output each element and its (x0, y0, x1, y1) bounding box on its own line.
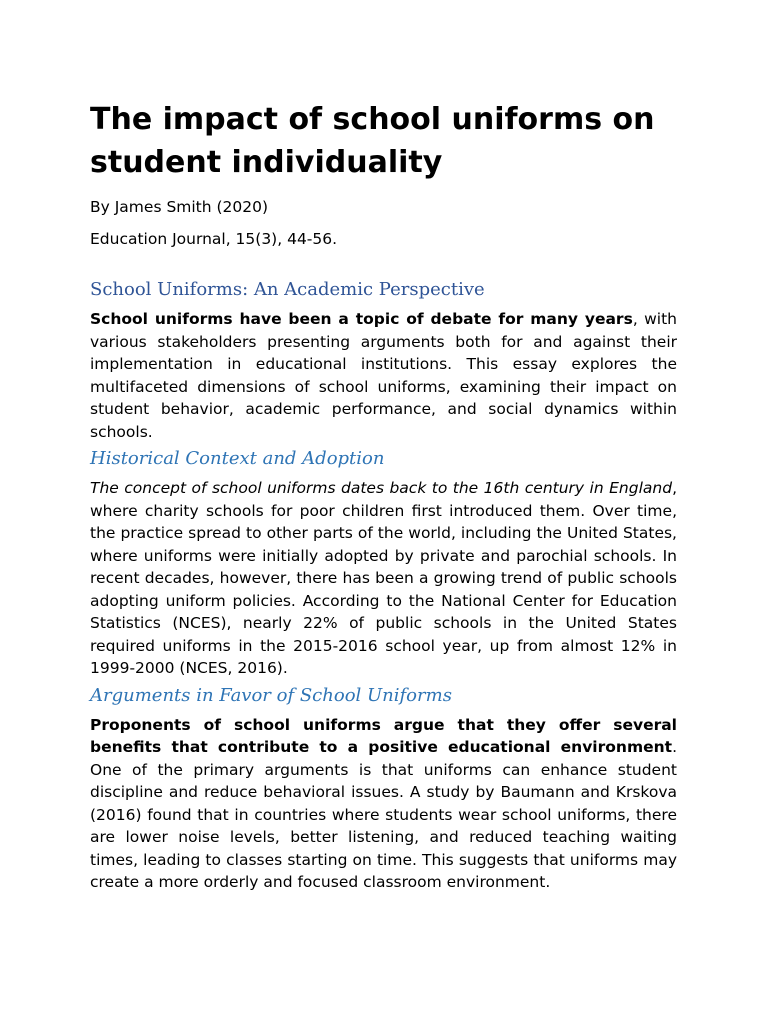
document-page (90, 98, 677, 894)
paragraph-text: , with various stakeholders presenting arguments both for and against their implementation in educational institutions. This essay explores the multifaceted dimensions of school uniforms, examining their impact on student behavior, academic performance, and social dynamics within schools. (90, 310, 677, 441)
section-paragraph-arguments-in-favor (90, 714, 677, 894)
paragraph-text: . One of the primary arguments is that uniforms can enhance student discipline and reduce behavioral issues. A study by Baumann and Krskova (2016) found that in countries where students wear school uniforms, there are lower noise levels, better listening, and reduced teaching waiting times, leading to classes starting on time. This suggests that uniforms may create a more orderly and focused classroom environment. (90, 738, 677, 891)
paragraph-lead-italic: The concept of school uniforms dates back to the 16th century in England (90, 479, 673, 497)
section-paragraph-historical-context (90, 477, 677, 680)
paragraph-lead-bold: School uniforms have been a topic of debate for many years (90, 310, 633, 328)
paragraph-text: , where charity schools for poor children first introduced them. Over time, the practice spread to other parts of the world, including the United States, where uniforms were initially adopted by private and parochial schools. In recent decades, however, there has been a growing trend of public schools adopting uniform policies. According to the National Center for Education Statistics (NCES), nearly 22% of public schools in the United States required uniforms in the 2015-2016 school year, up from almost 12% in 1999-2000 (NCES, 2016). (90, 479, 677, 677)
section-paragraph-academic-perspective (90, 308, 677, 443)
citation-line: Education Journal, 15(3), 44-56. (90, 230, 338, 248)
author-line: By James Smith (2020) (90, 198, 269, 216)
section-heading-arguments-in-favor: Arguments in Favor of School Uniforms (90, 684, 452, 706)
section-heading-historical-context: Historical Context and Adoption (90, 448, 385, 469)
paragraph-lead-bold: Proponents of school uniforms argue that they offer several benefits that contribute to a positive educational environment (90, 715, 677, 756)
section-heading-academic-perspective: School Uniforms: An Academic Perspective (90, 279, 485, 300)
document-title: The impact of school uniforms on student individuality (90, 102, 655, 180)
